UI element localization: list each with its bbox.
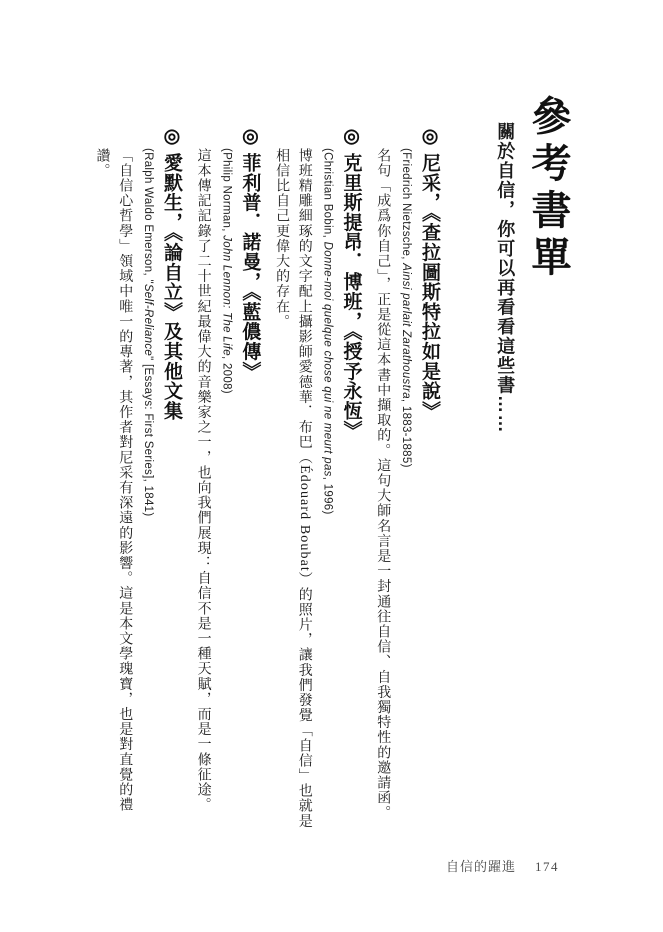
citation-work-title: John Lennon: The Life [220, 235, 233, 356]
citation-suffix: , 2008) [220, 356, 233, 394]
citation-suffix: " [Essays: First Series], 1841) [142, 356, 155, 517]
entry-heading [239, 125, 261, 840]
citation-work-title: Ainsi parlait Zarathoustra [400, 263, 413, 399]
citation-work-title: Self-Reliance [142, 283, 155, 357]
citation-prefix: (Friedrich Nietzsche, [400, 148, 413, 264]
citation-prefix: (Ralph Waldo Emerson, " [142, 148, 155, 284]
citation-prefix: (Christian Bobin, [321, 148, 334, 242]
entry-citation [219, 148, 234, 840]
list-item [90, 125, 182, 840]
citation-prefix: (Philip Norman, [220, 148, 233, 236]
entry-heading [418, 125, 440, 840]
page-subtitle: 關於自信，你可以再看看這些書…… [495, 122, 516, 434]
citation-suffix: , 1883-1885) [400, 398, 413, 468]
citation-suffix: , 1996) [321, 476, 334, 515]
bullet-icon: ◎ [160, 125, 182, 148]
entry-heading [160, 125, 182, 840]
entry-citation [398, 148, 413, 840]
page-header [494, 95, 570, 855]
footer-book-title: 自信的躍進 [445, 859, 516, 874]
page-title: 參考書單 [526, 95, 571, 283]
citation-work-title: Donne-moi quelque chose qui ne meurt pas [321, 241, 334, 477]
entry-title: 菲利普．諾曼，《藍儂傳》 [239, 152, 261, 381]
entry-description: 名句「成爲你自己」，正是從這本書中擷取的。這句大師名言是一封通往自信、自我獨特性的邀請函。 [375, 148, 391, 821]
list-item [191, 125, 260, 840]
entry-heading [340, 125, 362, 840]
entry-description: 博班精雕細琢的文字配上攝影師愛德華．布巴（Édouard Boubat）的照片，讓我們發覺「自信」也就是相信比自己更偉大的存在。 [274, 148, 312, 829]
entry-description: 「自信心哲學」領域中唯一的專著，其作者對尼采有深遠的影響。這是本文學瑰寶，也是對直覺的禮讚。 [94, 148, 133, 813]
entry-title: 克里斯提昂．博班，《授予永恆》 [340, 152, 362, 441]
entry-citation [320, 148, 335, 840]
page-footer [446, 856, 559, 875]
reference-list [81, 125, 440, 840]
bullet-icon: ◎ [239, 125, 261, 148]
list-item [371, 125, 440, 840]
entry-citation [140, 148, 155, 840]
entry-title: 愛默生，《論自立》及其他文集 [160, 152, 182, 421]
footer-page-number: 174 [535, 859, 559, 874]
entry-description: 這本傳記記錄了二十世紀最偉大的音樂家之一，也向我們展現：自信不是一種天賦，而是一條征途。 [195, 148, 211, 813]
bullet-icon: ◎ [340, 125, 362, 148]
bullet-icon: ◎ [419, 125, 440, 148]
entry-title: 尼采，《查拉圖斯特拉如是說》 [419, 152, 440, 421]
list-item [269, 125, 361, 840]
